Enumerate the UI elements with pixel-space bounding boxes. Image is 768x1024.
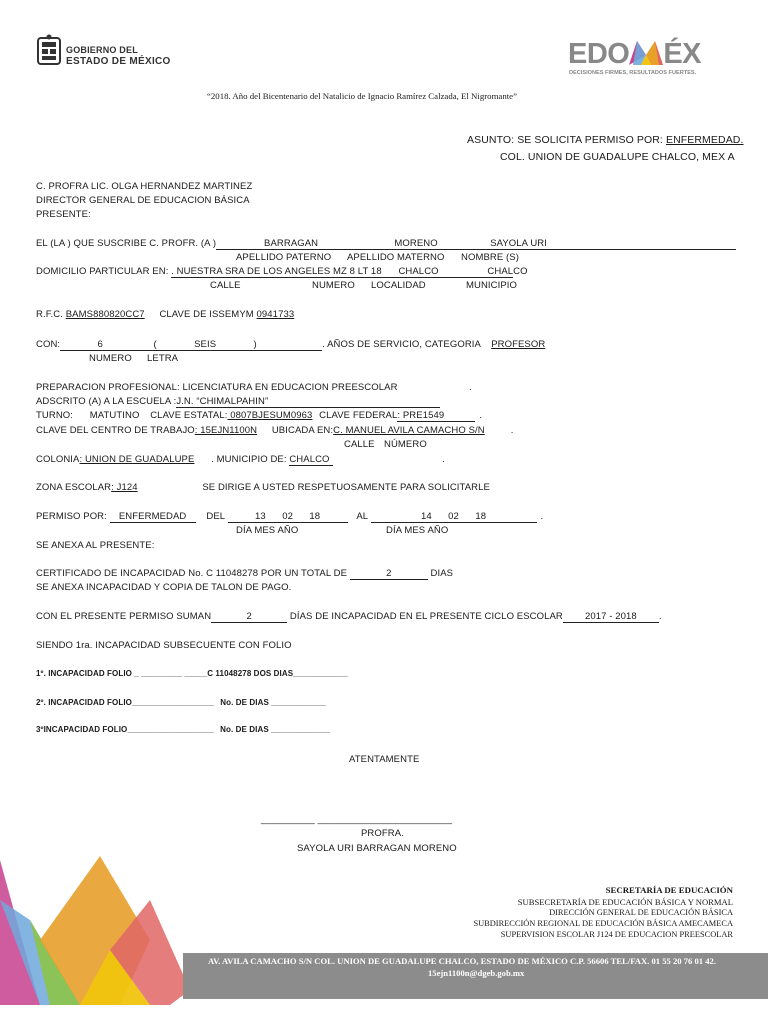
rfc-label: R.F.C. [36, 309, 63, 320]
footer-email: 15ejn1100n@dgeb.gob.mx [428, 968, 525, 978]
permiso-end: . [540, 511, 544, 522]
clave-federal-value: : PRE1549 [397, 410, 475, 422]
clave-estatal-value: 0807BJESUM0963 [227, 410, 313, 421]
zona-label: ZONA ESCOLAR [36, 482, 112, 493]
servicio-numero: 6 [97, 339, 103, 350]
cap-del-fecha: DÍA MES AÑO [236, 525, 299, 536]
folio-2-dias: No. DE DIAS ____________ [220, 698, 326, 707]
state-seal-icon [36, 34, 62, 66]
cap-ubicada-numero: NÚMERO [384, 439, 427, 450]
adscrito-value: J.N. “CHIMALPAHIN” [176, 396, 440, 408]
turno-label: TURNO: [36, 410, 74, 421]
anexa-label: SE ANEXA AL PRESENTE: [36, 540, 155, 551]
cap-municipio: MUNICIPIO [466, 280, 518, 291]
zona-line [36, 482, 490, 493]
servicio-mid: . AÑOS DE SERVICIO, CATEGORIA [322, 339, 481, 350]
suman-line [36, 611, 662, 623]
gov-line1: GOBIERNO DEL [66, 45, 138, 55]
colonia-line [36, 454, 445, 466]
domicilio-calle: . NUESTRA SRA DE LOS ANGELES MZ 8 LT 18 [171, 266, 382, 277]
domicilio-label: DOMICILIO PARTICULAR EN: [36, 266, 169, 277]
footer-bar [183, 953, 768, 999]
ids-line [36, 309, 294, 320]
suman-end: . [658, 611, 662, 622]
permiso-al-label: AL [356, 511, 368, 522]
cap-localidad: LOCALIDAD [371, 280, 426, 291]
brand-tagline: DECISIONES FIRMES, RESULTADOS FUERTES. [569, 70, 697, 76]
suman-value: 2 [211, 611, 287, 623]
brand-right: ÉX [663, 38, 702, 70]
cap-numero: NUMERO [312, 280, 355, 291]
suman-ciclo: 2017 - 2018 [563, 611, 659, 623]
rfc-value: BAMS880820CC7 [65, 309, 145, 320]
municipio-value: CHALCO [289, 454, 333, 466]
folio-2-value: __________________ [132, 698, 214, 707]
permiso-motivo: ENFERMEDAD [110, 511, 196, 523]
folio-1-label: 1º. INCAPACIDAD FOLIO [36, 669, 132, 678]
con-label: CON: [36, 339, 61, 350]
cap-servicio-letra: LETRA [147, 353, 179, 364]
colonia-value: : UNION DE GUADALUPE [79, 454, 195, 465]
issemym-value: 0941733 [256, 309, 295, 320]
firma-name: SAYOLA URI BARRAGAN MORENO [297, 843, 457, 854]
clave-estatal-label: CLAVE ESTATAL: [150, 410, 228, 421]
zona-text: SE DIRIGE A USTED RESPETUOSAMENTE PARA SOLICITARLE [202, 482, 490, 493]
siendo-line: SIENDO 1ra. INCAPACIDAD SUBSECUENTE CON FOLIO [36, 640, 292, 651]
certificado-total: 2 [350, 568, 428, 580]
asunto-value: ENFERMEDAD. [665, 134, 744, 146]
municipio-label: . MUNICIPIO DE: [211, 454, 287, 465]
suscribe-line [36, 238, 736, 250]
folio-3-label: 3ºINCAPACIDAD FOLIO [36, 725, 128, 734]
permiso-al-field [371, 511, 537, 523]
adscrito-label: ADSCRITO (A) A LA ESCUELA : [36, 396, 177, 407]
servicio-close: ) [253, 339, 257, 350]
recipient-presente: PRESENTE: [36, 209, 91, 220]
cap-ubicada-calle: CALLE [344, 439, 375, 450]
al-dia: 14 [420, 511, 432, 522]
gov-line2: ESTADO DE MÉXICO [66, 56, 171, 67]
cap-al-fecha: DÍA MES AÑO [386, 525, 449, 536]
servicio-open: ( [153, 339, 157, 350]
domicilio-municipio: CHALCO [487, 266, 528, 277]
dependencia-line5: SUPERVISION ESCOLAR J124 DE EDUCACION PREESCOLAR [500, 930, 733, 939]
folio-3-value: ___________________ [127, 725, 214, 734]
suscribe-names-field [216, 238, 736, 250]
certificado-line [36, 568, 453, 580]
domicilio-line [36, 266, 528, 278]
turno-value: MATUTINO [89, 410, 140, 421]
certificado-anexa: SE ANEXA INCAPACIDAD Y COPIA DE TALON DE PAGO. [36, 582, 292, 593]
asunto-label: ASUNTO: SE SOLICITA PERMISO POR: [467, 134, 666, 146]
zona-value: : J124 [111, 482, 138, 493]
atentamente: ATENTAMENTE [349, 754, 420, 765]
apellido-materno: MORENO [394, 238, 438, 249]
al-anio: 18 [475, 511, 487, 522]
servicio-categoria: PROFESOR [491, 339, 546, 350]
cap-apellido-materno: APELLIDO MATERNO [347, 252, 445, 263]
del-anio: 18 [309, 511, 321, 522]
asunto-line [467, 134, 744, 146]
cap-servicio-numero: NUMERO [89, 353, 132, 364]
clave-federal-label: CLAVE FEDERAL [319, 410, 398, 421]
asunto-location: COL. UNION DE GUADALUPE CHALCO, MEX A [500, 151, 735, 163]
folio-1-value: _ _________ _____C 11048278 DOS DIAS____________ [134, 669, 348, 678]
brand-left: EDO [568, 38, 630, 70]
centro-value: : 15EJN1100N [194, 425, 258, 436]
domicilio-field [171, 266, 528, 278]
nombres: SAYOLA URI [490, 238, 547, 249]
domicilio-localidad: CHALCO [398, 266, 439, 277]
preparacion: PREPARACION PROFESIONAL: LICENCIATURA EN EDUCACION PREESCOLAR [36, 382, 398, 393]
municipio-end: . [442, 454, 445, 465]
ubicada-label: UBICADA EN: [271, 425, 334, 436]
certificado-dias: DIAS [430, 568, 454, 579]
edomex-logo [568, 38, 701, 72]
folio-2 [36, 698, 326, 707]
permiso-line [36, 511, 543, 523]
permiso-del-label: DEL [206, 511, 225, 522]
folio-3 [36, 725, 330, 734]
recipient-name: C. PROFRA LIC. OLGA HERNANDEZ MARTINEZ [36, 181, 253, 192]
folio-3-dias: No. DE DIAS _____________ [220, 725, 331, 734]
del-mes: 02 [282, 511, 293, 522]
firma-title: PROFRA. [361, 828, 404, 839]
cap-calle: CALLE [210, 280, 241, 291]
suscribe-label: EL (LA ) QUE SUSCRIBE C. PROFR. (A ) [36, 238, 217, 249]
folio-1 [36, 669, 348, 678]
ubicada-value: C. MANUEL AVILA CAMACHO S/N [333, 425, 485, 436]
dependencia-line1: SECRETARÍA DE EDUCACIÓN [605, 885, 733, 895]
permiso-del-field [228, 511, 348, 523]
issemym-label: CLAVE DE ISSEMYM [159, 309, 254, 320]
edomex-m-logo-icon [629, 41, 663, 70]
cap-nombres: NOMBRE (S) [461, 252, 519, 263]
ubicada-end: . [510, 425, 514, 436]
folio-2-label: 2º. INCAPACIDAD FOLIO [36, 698, 132, 707]
preparacion-end: . [469, 382, 472, 393]
clave-federal-end: . [479, 410, 483, 421]
apellido-paterno: BARRAGAN [264, 238, 319, 249]
servicio-field [60, 339, 322, 351]
centro-label: CLAVE DEL CENTRO DE TRABAJO [36, 425, 195, 436]
adscrito-line [36, 396, 440, 408]
al-mes: 02 [448, 511, 459, 522]
suman-label: CON EL PRESENTE PERMISO SUMAN [36, 611, 212, 622]
servicio-letra: SEIS [194, 339, 217, 350]
del-dia: 13 [254, 511, 266, 522]
signature-line: __________ _________________________ [261, 814, 453, 825]
cap-apellido-paterno: APELLIDO PATERNO [236, 252, 332, 263]
preparacion-line [36, 382, 472, 393]
dependencia-line4: SUBDIRECCIÓN REGIONAL DE EDUCACIÓN BÁSICA AMECAMECA [473, 919, 733, 928]
suman-mid: DÍAS DE INCAPACIDAD EN EL PRESENTE CICLO ESCOLAR [289, 611, 563, 622]
centro-line [36, 425, 513, 436]
dependencia-line2: SUBSECRETARÍA DE EDUCACIÓN BÁSICA Y NORMAL [517, 897, 733, 907]
recipient-title: DIRECTOR GENERAL DE EDUCACION BÁSICA [36, 195, 250, 206]
turno-line [36, 410, 482, 422]
certificado-text: CERTIFICADO DE INCAPACIDAD No. C 11048278 POR UN TOTAL DE [36, 568, 348, 579]
colonia-label: COLONIA [36, 454, 80, 465]
footer-address: AV. AVILA CAMACHO S/N COL. UNION DE GUADALUPE CHALCO, ESTADO DE MÉXICO C.P. 56606 TEL/FAX. 01 55 20 76 01 42. [208, 956, 716, 966]
year-motto: “2018. Año del Bicentenario del Natalicio de Ignacio Ramírez Calzada, El Nigromante” [207, 91, 517, 101]
dependencia-line3: DIRECCIÓN GENERAL DE EDUCACIÓN BÁSICA [549, 908, 733, 917]
servicio-line [36, 339, 545, 351]
permiso-label: PERMISO POR: [36, 511, 107, 522]
